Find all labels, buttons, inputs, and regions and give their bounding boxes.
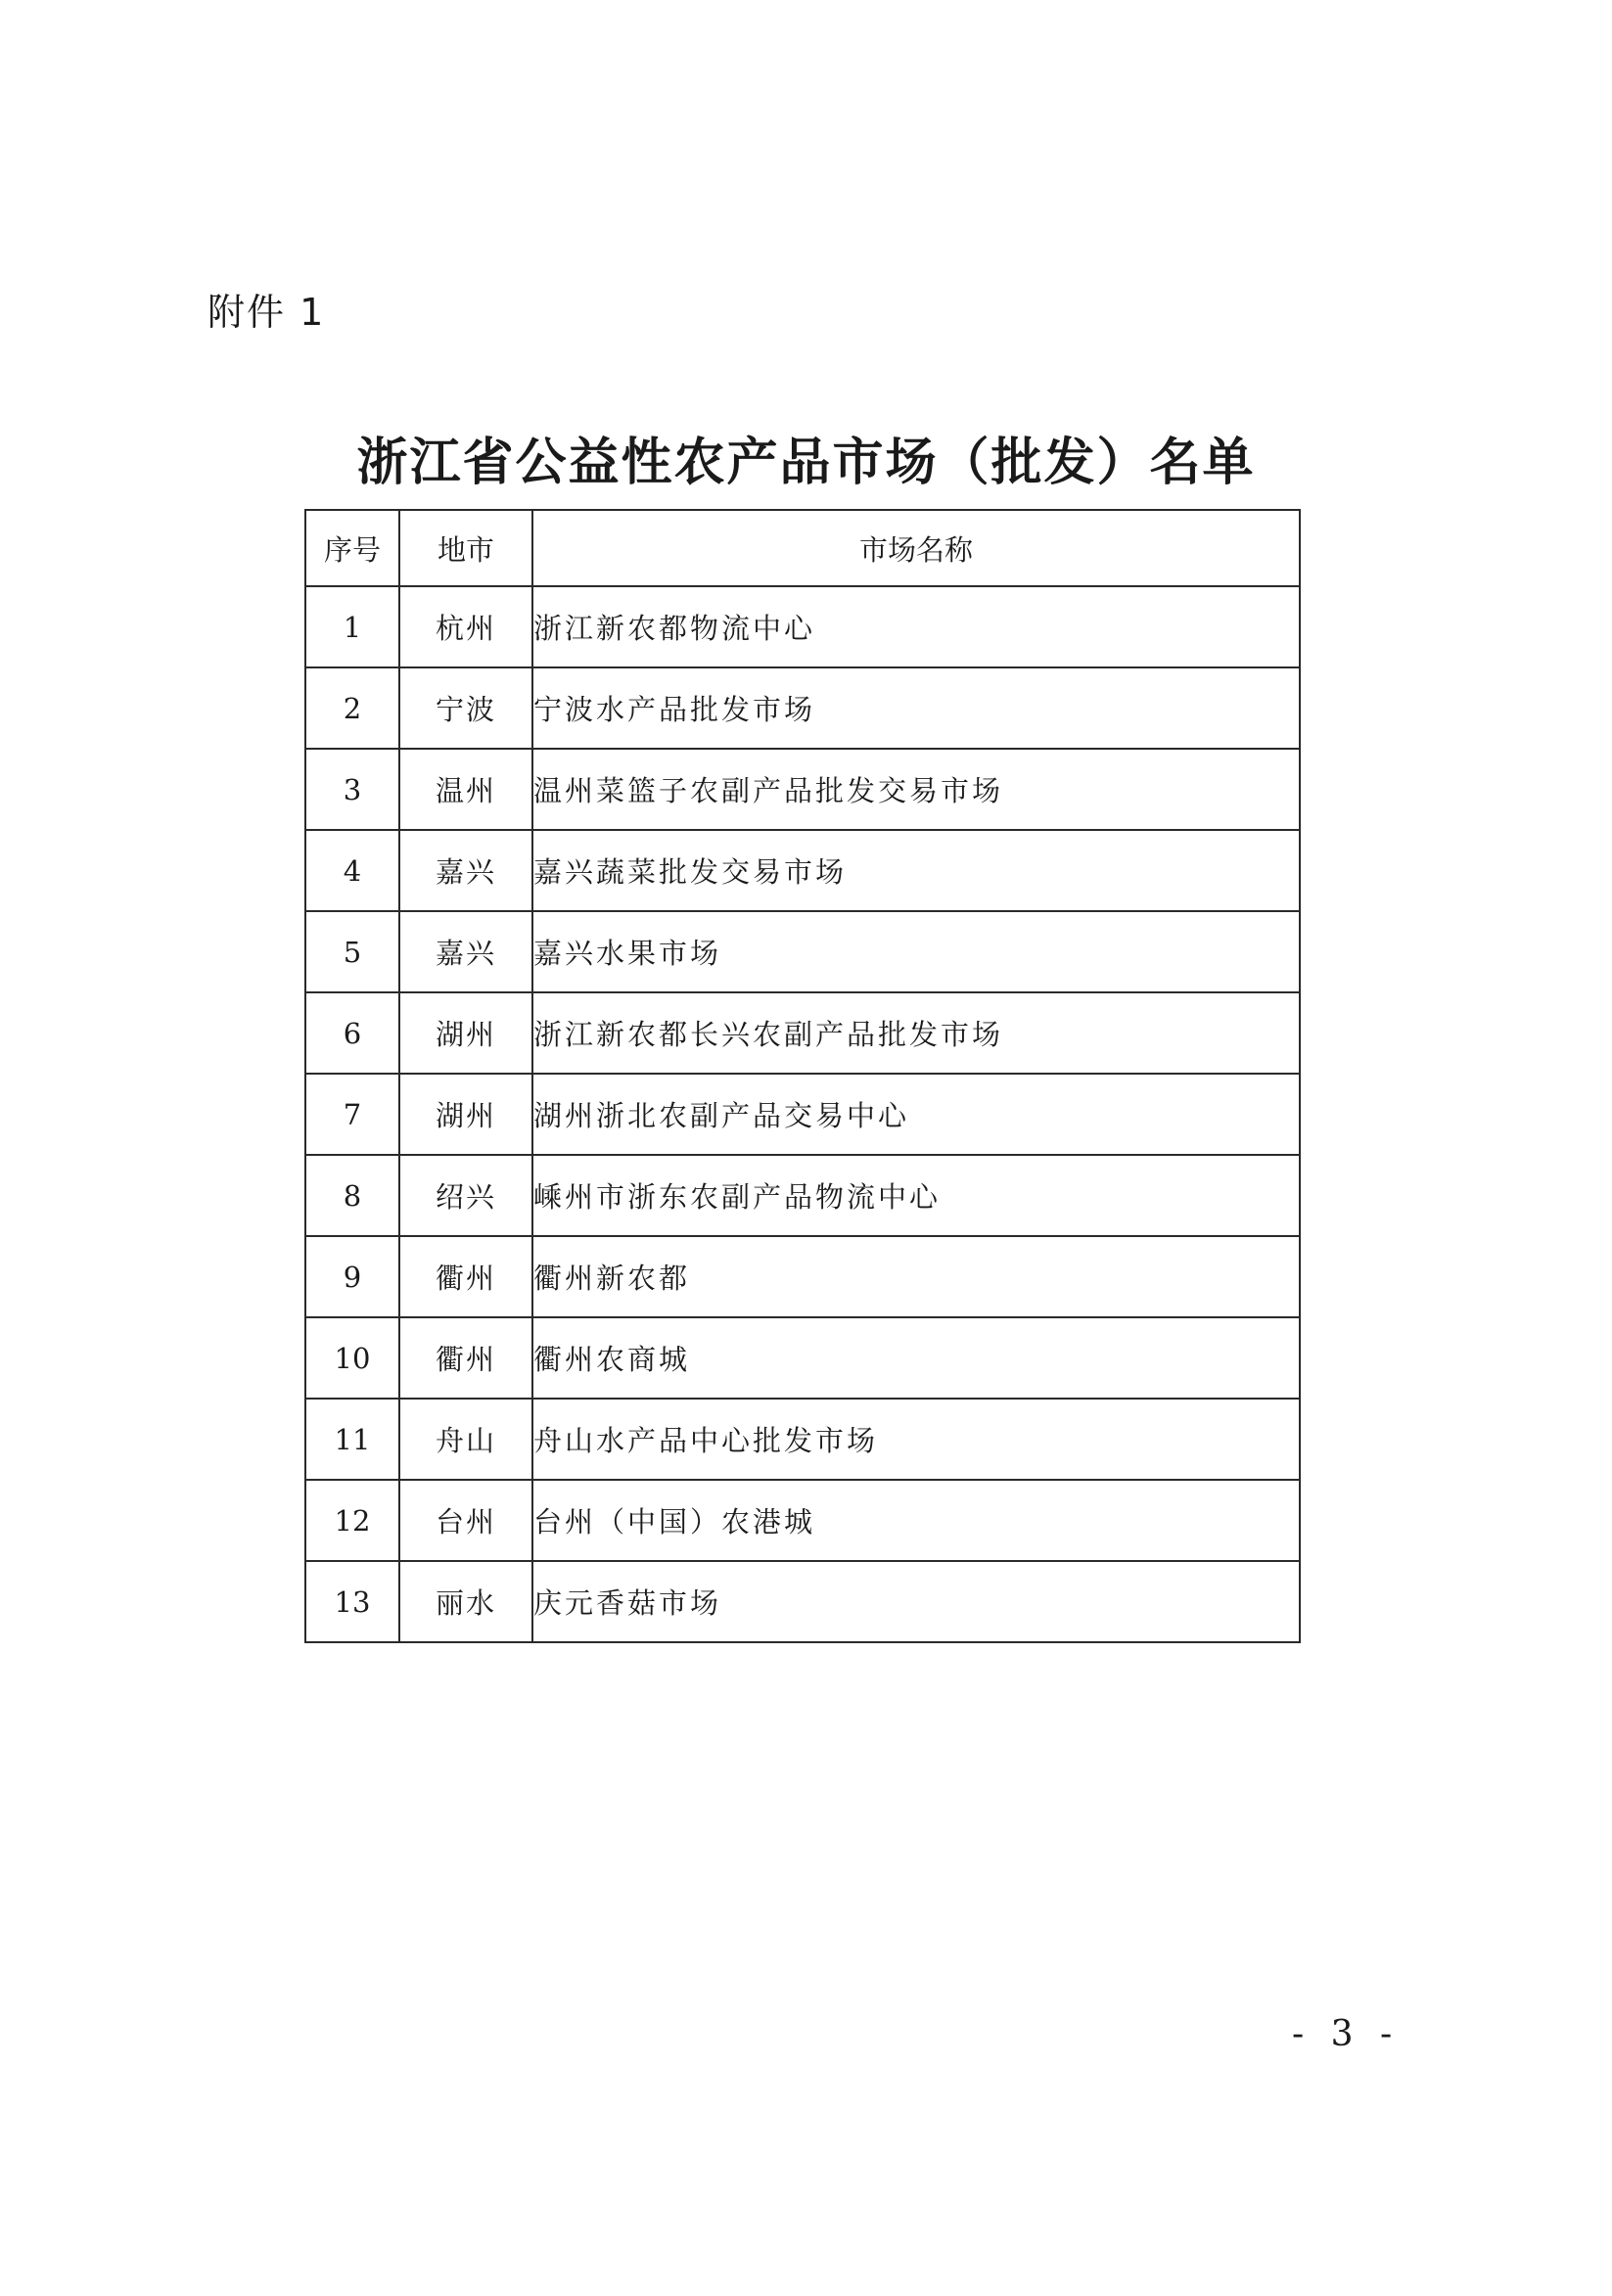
row-market-name: 嵊州市浙东农副产品物流中心 <box>532 1155 1300 1236</box>
row-seq: 11 <box>305 1399 399 1480</box>
table-row <box>305 1074 1300 1155</box>
row-city: 杭州 <box>399 586 532 667</box>
row-city: 台州 <box>399 1480 532 1561</box>
row-market-name: 浙江新农都物流中心 <box>532 586 1300 667</box>
row-city: 舟山 <box>399 1399 532 1480</box>
page-number: - 3 - <box>1292 2014 1401 2054</box>
row-market-name: 庆元香菇市场 <box>532 1561 1300 1642</box>
table-row <box>305 830 1300 911</box>
row-market-name: 嘉兴蔬菜批发交易市场 <box>532 830 1300 911</box>
table-row <box>305 1317 1300 1399</box>
row-market-name: 台州（中国）农港城 <box>532 1480 1300 1561</box>
table-row <box>305 1399 1300 1480</box>
row-city: 温州 <box>399 749 532 830</box>
table-row <box>305 1236 1300 1317</box>
row-seq: 4 <box>305 830 399 911</box>
market-list-table <box>304 509 1301 1643</box>
table-row <box>305 911 1300 992</box>
row-city: 绍兴 <box>399 1155 532 1236</box>
table-row <box>305 1561 1300 1642</box>
row-market-name: 浙江新农都长兴农副产品批发市场 <box>532 992 1300 1074</box>
table-row <box>305 667 1300 749</box>
row-city: 嘉兴 <box>399 830 532 911</box>
row-seq: 3 <box>305 749 399 830</box>
row-seq: 9 <box>305 1236 399 1317</box>
row-seq: 13 <box>305 1561 399 1642</box>
table-row <box>305 1155 1300 1236</box>
row-seq: 8 <box>305 1155 399 1236</box>
table-row <box>305 586 1300 667</box>
row-market-name: 衢州农商城 <box>532 1317 1300 1399</box>
header-seq: 序号 <box>305 510 399 586</box>
table-header-row <box>305 510 1300 586</box>
row-city: 湖州 <box>399 1074 532 1155</box>
row-city: 丽水 <box>399 1561 532 1642</box>
document-title: 浙江省公益性农产品市场（批发）名单 <box>356 434 1256 492</box>
row-market-name: 湖州浙北农副产品交易中心 <box>532 1074 1300 1155</box>
header-market-name: 市场名称 <box>532 510 1300 586</box>
row-seq: 10 <box>305 1317 399 1399</box>
row-seq: 2 <box>305 667 399 749</box>
table-row <box>305 749 1300 830</box>
row-city: 嘉兴 <box>399 911 532 992</box>
row-market-name: 宁波水产品批发市场 <box>532 667 1300 749</box>
row-market-name: 舟山水产品中心批发市场 <box>532 1399 1300 1480</box>
row-seq: 12 <box>305 1480 399 1561</box>
row-market-name: 衢州新农都 <box>532 1236 1300 1317</box>
row-city: 湖州 <box>399 992 532 1074</box>
attachment-label: 附件 1 <box>207 291 326 334</box>
row-market-name: 嘉兴水果市场 <box>532 911 1300 992</box>
row-seq: 1 <box>305 586 399 667</box>
header-city: 地市 <box>399 510 532 586</box>
row-market-name: 温州菜篮子农副产品批发交易市场 <box>532 749 1300 830</box>
row-seq: 7 <box>305 1074 399 1155</box>
row-seq: 5 <box>305 911 399 992</box>
row-city: 衢州 <box>399 1236 532 1317</box>
row-city: 衢州 <box>399 1317 532 1399</box>
table-row <box>305 992 1300 1074</box>
row-city: 宁波 <box>399 667 532 749</box>
table-row <box>305 1480 1300 1561</box>
row-seq: 6 <box>305 992 399 1074</box>
